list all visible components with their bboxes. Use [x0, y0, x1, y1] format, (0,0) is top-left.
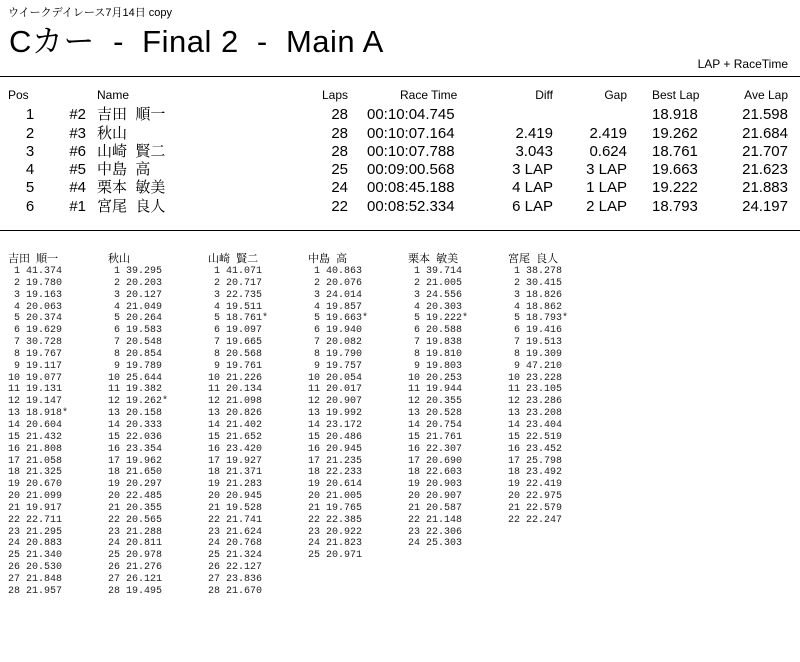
lap-time: 5 20.264: [108, 313, 163, 325]
lap-time: 2 21.005: [408, 277, 463, 289]
car-number: #1: [69, 197, 86, 215]
lap-time: 9 19.757: [308, 360, 363, 372]
result-best-lap: 19.663: [652, 161, 698, 179]
lap-time: 4 21.049: [108, 301, 163, 313]
lap-time: 27 26.121: [108, 573, 163, 585]
lap-time: 23 21.295: [8, 526, 63, 538]
result-best-lap: 19.222: [652, 179, 698, 197]
lap-time: 3 22.735: [208, 289, 263, 301]
lap-time: 18 21.371: [208, 467, 263, 479]
result-gap: 2 LAP: [586, 197, 627, 215]
lap-time: 2 20.203: [108, 277, 163, 289]
result-pos: 5: [25, 179, 35, 197]
result-ave-lap: 21.707: [742, 142, 788, 160]
lap-column-driver-name: 宮尾 良人: [508, 253, 559, 265]
lap-time: 20 20.907: [408, 491, 463, 503]
lap-time: 4 20.303: [408, 301, 463, 313]
lap-time: 23 21.624: [208, 526, 263, 538]
lap-time: 11 20.134: [208, 384, 263, 396]
lap-time: 2 20.717: [208, 277, 263, 289]
lap-time: 13 23.208: [508, 408, 563, 420]
lap-time: 7 30.728: [8, 337, 63, 349]
driver-name: 吉田 順一: [97, 106, 166, 124]
result-diff: 4 LAP: [512, 179, 553, 197]
result-best-lap: 19.262: [652, 124, 698, 142]
result-ave-lap: 21.684: [742, 124, 788, 142]
lap-time: 15 21.652: [208, 431, 263, 443]
result-pos: 1: [25, 106, 35, 124]
result-gap: 0.624: [589, 142, 627, 160]
result-race-time: 00:10:07.164: [367, 124, 455, 142]
result-race-time: 00:10:04.745: [367, 106, 455, 124]
lap-time: 2 20.076: [308, 277, 363, 289]
lap-time: 20 22.485: [108, 491, 163, 503]
lap-time: 14 20.333: [108, 419, 163, 431]
lap-time: 21 19.917: [8, 502, 63, 514]
lap-time: 7 19.838: [408, 337, 463, 349]
result-race-time: 00:08:52.334: [367, 197, 455, 215]
lap-time: 17 20.690: [408, 455, 463, 467]
lap-column-driver-name: 中島 高: [308, 253, 348, 265]
lap-time: 11 23.105: [508, 384, 563, 396]
lap-time: 6 19.940: [308, 325, 363, 337]
result-gap: 3 LAP: [586, 161, 627, 179]
result-ave-lap: 24.197: [742, 197, 788, 215]
result-ave-lap: 21.623: [742, 161, 788, 179]
lap-time: 3 19.163: [8, 289, 63, 301]
lap-time: 9 19.803: [408, 360, 463, 372]
lap-time: 17 21.235: [308, 455, 363, 467]
lap-time: 4 19.511: [208, 301, 263, 313]
lap-time: 13 19.992: [308, 408, 363, 420]
result-laps: 28: [331, 106, 348, 124]
lap-time: 6 19.629: [8, 325, 63, 337]
result-pos: 4: [25, 161, 35, 179]
col-race-time: Race Time: [400, 88, 458, 102]
lap-time: 4 18.862: [508, 301, 563, 313]
lap-time: 16 21.808: [8, 443, 63, 455]
lap-time: 19 20.903: [408, 479, 463, 491]
lap-time: 10 21.226: [208, 372, 263, 384]
lap-time: 24 21.823: [308, 538, 363, 550]
lap-time: 13 20.158: [108, 408, 163, 420]
lap-time: 20 21.005: [308, 491, 363, 503]
car-number: #6: [69, 142, 86, 160]
lap-time: 17 19.962: [108, 455, 163, 467]
lap-time: 24 20.768: [208, 538, 263, 550]
lap-column: [208, 253, 308, 598]
lap-time: 9 19.761: [208, 360, 263, 372]
driver-name: 中島 高: [97, 161, 151, 179]
result-row: [0, 198, 800, 216]
result-best-lap: 18.918: [652, 106, 698, 124]
lap-time: 10 20.054: [308, 372, 363, 384]
lap-time: 15 22.036: [108, 431, 163, 443]
lap-time: 9 19.117: [8, 360, 63, 372]
lap-column: [408, 253, 508, 550]
lap-time: 22 21.741: [208, 514, 263, 526]
lap-time: 1 41.071: [208, 266, 263, 277]
result-best-lap: 18.761: [652, 142, 698, 160]
lap-time: 1 39.295: [108, 266, 163, 277]
result-row: [0, 125, 800, 143]
lap-time: 23 21.288: [108, 526, 163, 538]
results-divider: [0, 230, 800, 231]
lap-time: 26 21.276: [108, 562, 163, 574]
result-row: [0, 179, 800, 197]
result-laps: 28: [331, 124, 348, 142]
lap-time: 17 25.798: [508, 455, 563, 467]
lap-time: 14 23.404: [508, 419, 563, 431]
event-subtitle: ウイークデイレース7月14日 copy: [8, 7, 172, 19]
lap-time: 22 22.385: [308, 514, 363, 526]
lap-time: 8 19.309: [508, 348, 563, 360]
lap-time: 15 21.761: [408, 431, 463, 443]
lap-time: 9 47.210: [508, 360, 563, 372]
lap-time: 21 19.528: [208, 502, 263, 514]
result-laps: 28: [331, 142, 348, 160]
report-mode-label: LAP + RaceTime: [697, 57, 788, 71]
lap-time: 28 21.670: [208, 585, 263, 597]
result-gap: 2.419: [589, 124, 627, 142]
lap-time: 6 19.583: [108, 325, 163, 337]
lap-time: 2 30.415: [508, 277, 563, 289]
lap-time: 2 19.780: [8, 277, 63, 289]
lap-time: 23 22.306: [408, 526, 463, 538]
lap-time: 5 19.222*: [408, 313, 469, 325]
lap-time: 10 25.644: [108, 372, 163, 384]
car-number: #5: [69, 161, 86, 179]
lap-time: 3 20.127: [108, 289, 163, 301]
lap-time: 21 19.765: [308, 502, 363, 514]
lap-time: 3 18.826: [508, 289, 563, 301]
lap-time: 10 19.077: [8, 372, 63, 384]
lap-time: 14 23.172: [308, 419, 363, 431]
lap-time: 1 41.374: [8, 266, 63, 277]
lap-time: 5 19.663*: [308, 313, 369, 325]
lap-time: 8 20.854: [108, 348, 163, 360]
col-name: Name: [97, 88, 130, 102]
result-diff: 3 LAP: [512, 161, 553, 179]
lap-time: 12 20.907: [308, 396, 363, 408]
lap-time: 8 19.790: [308, 348, 363, 360]
lap-time: 28 21.957: [8, 585, 63, 597]
lap-column-driver-name: 山崎 賢二: [208, 253, 259, 265]
lap-time: 19 20.614: [308, 479, 363, 491]
lap-time: 4 20.063: [8, 301, 63, 313]
lap-time: 9 19.789: [108, 360, 163, 372]
lap-time: 27 23.836: [208, 573, 263, 585]
lap-column: [8, 253, 108, 598]
lap-time: 8 19.767: [8, 348, 63, 360]
lap-time: 13 20.826: [208, 408, 263, 420]
driver-name: 秋山: [97, 124, 128, 142]
lap-time: 10 23.228: [508, 372, 563, 384]
lap-time: 12 20.355: [408, 396, 463, 408]
driver-name: 宮尾 良人: [97, 197, 166, 215]
lap-time: 6 19.416: [508, 325, 563, 337]
lap-time: 19 20.670: [8, 479, 63, 491]
lap-time: 1 40.863: [308, 266, 363, 277]
col-ave-lap: Ave Lap: [744, 88, 788, 102]
lap-time: 16 23.420: [208, 443, 263, 455]
lap-column: [108, 253, 208, 598]
lap-time: 24 20.811: [108, 538, 163, 550]
lap-time: 18 21.650: [108, 467, 163, 479]
car-number: #2: [69, 106, 86, 124]
result-best-lap: 18.793: [652, 197, 698, 215]
lap-time: 3 24.556: [408, 289, 463, 301]
lap-time: 8 20.568: [208, 348, 263, 360]
lap-time: 5 20.374: [8, 313, 63, 325]
lap-time: 11 19.382: [108, 384, 163, 396]
lap-time: 20 21.099: [8, 491, 63, 503]
lap-time: 15 20.486: [308, 431, 363, 443]
lap-time: 1 39.714: [408, 266, 463, 277]
lap-time: 11 19.131: [8, 384, 63, 396]
result-ave-lap: 21.883: [742, 179, 788, 197]
lap-time: 14 20.604: [8, 419, 63, 431]
lap-column-driver-name: 秋山: [108, 253, 130, 265]
lap-time: 23 20.922: [308, 526, 363, 538]
lap-time: 20 22.975: [508, 491, 563, 503]
result-row: [0, 143, 800, 161]
car-number: #4: [69, 179, 86, 197]
lap-time: 22 20.565: [108, 514, 163, 526]
result-ave-lap: 21.598: [742, 106, 788, 124]
lap-time: 18 22.233: [308, 467, 363, 479]
lap-time: 22 21.148: [408, 514, 463, 526]
result-diff: 3.043: [515, 142, 553, 160]
lap-time: 4 19.857: [308, 301, 363, 313]
lap-time: 16 22.307: [408, 443, 463, 455]
lap-time: 17 21.058: [8, 455, 63, 467]
lap-time: 18 22.603: [408, 467, 463, 479]
lap-time: 15 22.519: [508, 431, 563, 443]
lap-time: 15 21.432: [8, 431, 63, 443]
lap-time: 12 19.262*: [108, 396, 169, 408]
results-header-row: [0, 88, 800, 106]
lap-time: 8 19.810: [408, 348, 463, 360]
lap-time: 11 19.944: [408, 384, 463, 396]
lap-time: 22 22.711: [8, 514, 63, 526]
lap-time: 21 22.579: [508, 502, 563, 514]
lap-time: 7 20.548: [108, 337, 163, 349]
lap-time: 26 22.127: [208, 562, 263, 574]
lap-time: 25 21.340: [8, 550, 63, 562]
page-title: Cカー - Final 2 - Main A: [9, 24, 384, 59]
header-divider: [0, 76, 800, 77]
lap-time: 18 21.325: [8, 467, 63, 479]
lap-time: 19 22.419: [508, 479, 563, 491]
result-pos: 6: [25, 197, 35, 215]
lap-time: 19 20.297: [108, 479, 163, 491]
lap-time: 27 21.848: [8, 573, 63, 585]
lap-time: 1 38.278: [508, 266, 563, 277]
lap-column: [308, 253, 408, 562]
col-gap: Gap: [604, 88, 627, 102]
lap-time: 3 24.014: [308, 289, 363, 301]
result-race-time: 00:09:00.568: [367, 161, 455, 179]
lap-time: 7 19.665: [208, 337, 263, 349]
result-race-time: 00:08:45.188: [367, 179, 455, 197]
lap-time: 21 20.355: [108, 502, 163, 514]
col-pos: Pos: [8, 88, 29, 102]
lap-time: 24 20.883: [8, 538, 63, 550]
lap-time: 11 20.017: [308, 384, 363, 396]
result-diff: 6 LAP: [512, 197, 553, 215]
result-pos: 3: [25, 142, 35, 160]
driver-name: 山崎 賢二: [97, 142, 166, 160]
lap-time: 25 20.978: [108, 550, 163, 562]
lap-time: 28 19.495: [108, 585, 163, 597]
driver-name: 栗本 敏美: [97, 179, 166, 197]
col-diff: Diff: [535, 88, 553, 102]
lap-time: 12 21.098: [208, 396, 263, 408]
result-gap: 1 LAP: [586, 179, 627, 197]
lap-time: 7 19.513: [508, 337, 563, 349]
lap-time: 5 18.761*: [208, 313, 269, 325]
lap-time: 18 23.492: [508, 467, 563, 479]
lap-column-driver-name: 栗本 敏美: [408, 253, 459, 265]
lap-time: 7 20.082: [308, 337, 363, 349]
result-laps: 22: [331, 197, 348, 215]
lap-time: 5 18.793*: [508, 313, 569, 325]
lap-time: 6 19.097: [208, 325, 263, 337]
lap-time: 16 23.452: [508, 443, 563, 455]
lap-time: 12 23.286: [508, 396, 563, 408]
col-best-lap: Best Lap: [652, 88, 700, 102]
lap-time: 20 20.945: [208, 491, 263, 503]
lap-time: 10 20.253: [408, 372, 463, 384]
lap-time: 16 23.354: [108, 443, 163, 455]
lap-time: 16 20.945: [308, 443, 363, 455]
lap-column: [508, 253, 608, 527]
lap-column-driver-name: 吉田 順一: [8, 253, 59, 265]
lap-time: 25 21.324: [208, 550, 263, 562]
lap-time: 14 20.754: [408, 419, 463, 431]
lap-time: 13 18.918*: [8, 408, 69, 420]
lap-time: 17 19.927: [208, 455, 263, 467]
lap-time: 6 20.588: [408, 325, 463, 337]
result-race-time: 00:10:07.788: [367, 142, 455, 160]
lap-time: 12 19.147: [8, 396, 63, 408]
col-laps: Laps: [321, 88, 348, 102]
results-table: [0, 88, 800, 216]
result-row: [0, 106, 800, 124]
car-number: #3: [69, 124, 86, 142]
result-pos: 2: [25, 124, 35, 142]
lap-time: 21 20.587: [408, 502, 463, 514]
result-laps: 25: [331, 161, 348, 179]
lap-time: 14 21.402: [208, 419, 263, 431]
result-diff: 2.419: [515, 124, 553, 142]
lap-time: 26 20.530: [8, 562, 63, 574]
lap-time: 25 20.971: [308, 550, 363, 562]
lap-time: 24 25.303: [408, 538, 463, 550]
lap-time: 19 21.283: [208, 479, 263, 491]
lap-time: 13 20.528: [408, 408, 463, 420]
lap-time: 22 22.247: [508, 514, 563, 526]
result-row: [0, 161, 800, 179]
result-laps: 24: [331, 179, 348, 197]
